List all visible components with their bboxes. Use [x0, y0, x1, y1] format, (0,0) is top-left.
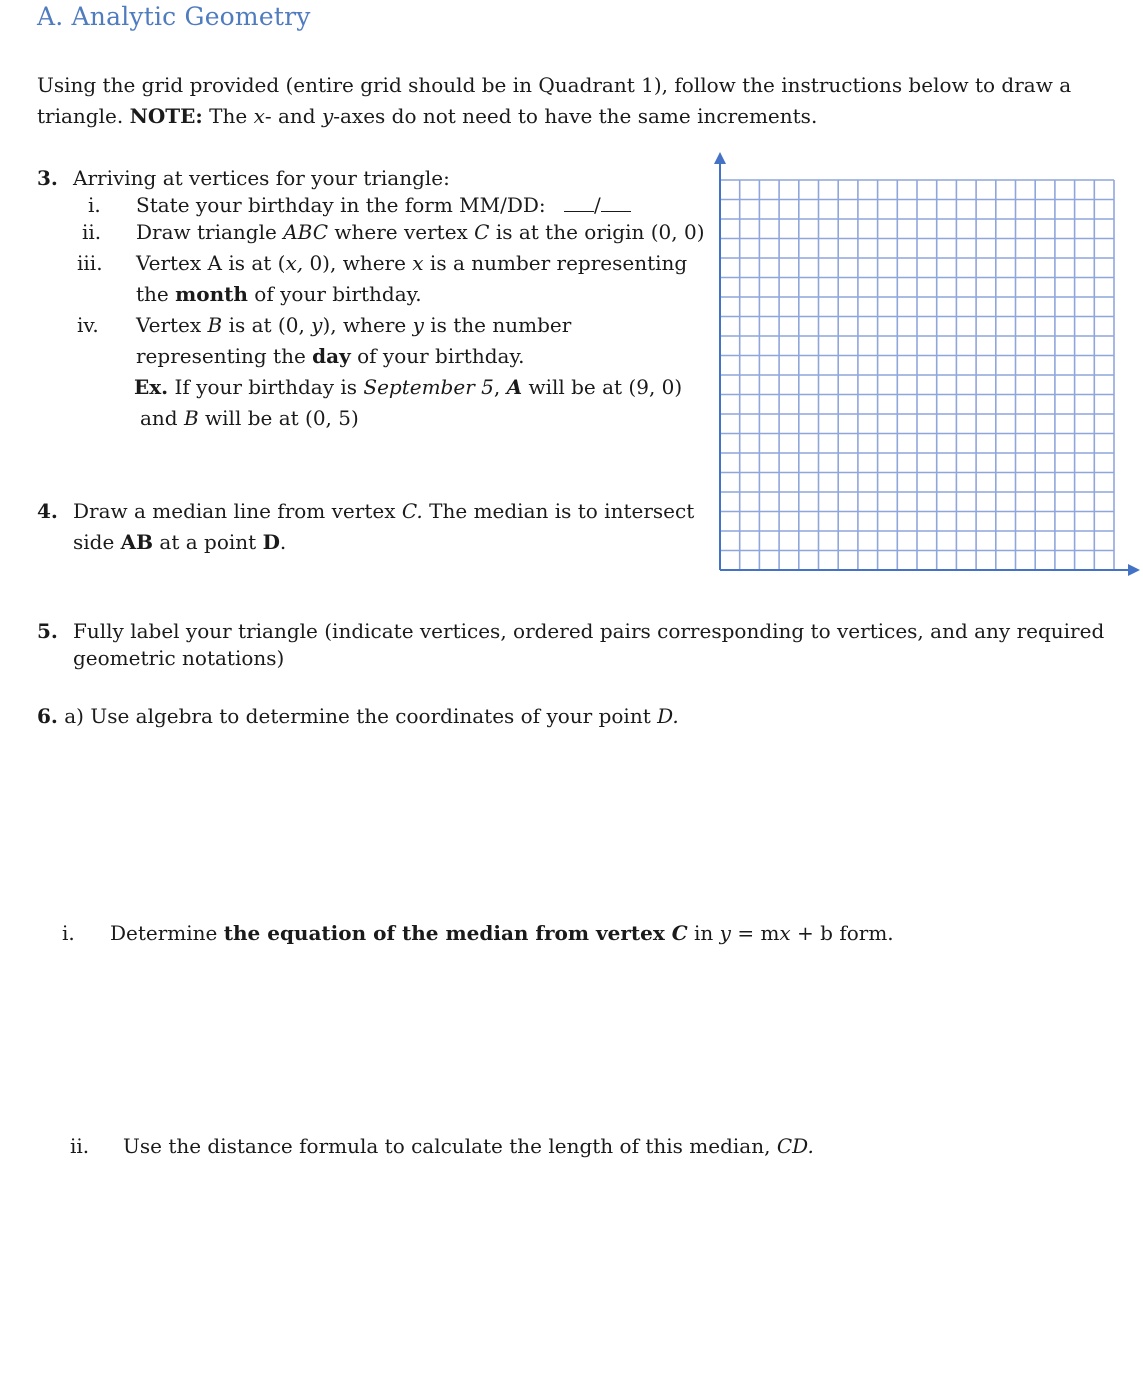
- q6-number: 6.: [37, 704, 58, 728]
- vertex-b: B: [207, 313, 223, 337]
- q6-a-text: a) Use algebra to determine the coordinates of your point: [57, 704, 658, 728]
- q3-iv-part: Vertex: [136, 313, 208, 337]
- vertex-c: C: [474, 220, 490, 244]
- example-part: ,: [493, 375, 507, 399]
- q3-iii-part: the: [136, 282, 176, 306]
- q3-iv-part: is the number: [423, 313, 572, 337]
- q3-number: 3.: [37, 166, 58, 190]
- q3-iv-part: of your birthday.: [350, 344, 525, 368]
- q5-number: 5.: [37, 619, 58, 643]
- x-variable: x,: [285, 251, 304, 275]
- example-part: will be at (0, 5): [198, 406, 359, 430]
- q3-ii-part: is at the origin (0, 0): [489, 220, 705, 244]
- median-cd: CD.: [776, 1134, 814, 1158]
- q6-i-part: in: [687, 921, 720, 945]
- q6-i-part: Determine: [110, 921, 224, 945]
- vertex-c: C.: [401, 499, 423, 523]
- q4-line-2: [73, 527, 286, 558]
- q6-ii-part: Use the distance formula to calculate the length of this median,: [123, 1134, 777, 1158]
- q3-iv-part: ), where: [322, 313, 413, 337]
- q3-title: Arriving at vertices for your triangle:: [73, 166, 450, 190]
- vertex-b: B: [183, 406, 199, 430]
- example-part: and: [140, 406, 184, 430]
- q6-i-text: [110, 918, 894, 949]
- note-label: NOTE:: [129, 104, 203, 128]
- q4-line-1: [37, 496, 694, 527]
- q3-ii-number: ii.: [82, 220, 102, 244]
- q3-example-2: [140, 403, 359, 434]
- q3-iv-part: is at (0,: [222, 313, 312, 337]
- grid-lines: [720, 180, 1114, 570]
- q6-ii-number: ii.: [70, 1134, 90, 1158]
- coordinate-grid[interactable]: [710, 150, 1140, 580]
- q6-a-line: [37, 701, 679, 732]
- intro-text: triangle.: [37, 104, 130, 128]
- q4-number: 4.: [37, 499, 58, 523]
- month-blank[interactable]: [564, 193, 594, 212]
- q3-i-label: State your birthday in the form MM/DD:: [136, 193, 546, 217]
- q3-iii-part: of your birthday.: [247, 282, 422, 306]
- q3-iv-text-2: [136, 341, 524, 372]
- intro-text: -axes do not need to have the same increments.: [333, 104, 818, 128]
- q3-iv-part: representing the: [136, 344, 313, 368]
- intro-text: The: [202, 104, 254, 128]
- example-part: will be at (9, 0): [522, 375, 683, 399]
- q3-iii-part: is a number representing: [423, 251, 688, 275]
- x-variable: x: [412, 251, 424, 275]
- point-d: D: [262, 530, 280, 554]
- q3-iii-part: 0), where: [303, 251, 413, 275]
- q3-ii-text: [136, 217, 705, 248]
- q3-iii-text-2: [136, 279, 422, 310]
- q6-i-part: = m: [730, 921, 780, 945]
- q4-part: Draw a median line from vertex: [73, 499, 402, 523]
- triangle-abc: ABC: [283, 220, 329, 244]
- side-ab: AB: [120, 530, 154, 554]
- intro-text: - and: [264, 104, 322, 128]
- day-keyword: day: [312, 344, 351, 368]
- q5-text: Fully label your triangle (indicate vertices, ordered pairs corresponding to vertices, and any required: [73, 619, 1105, 643]
- q4-part: .: [279, 530, 287, 554]
- q3-ii-part: Draw triangle: [136, 220, 284, 244]
- vertex-a: A: [506, 375, 523, 399]
- q3-iv-number: iv.: [77, 313, 99, 337]
- y-variable: y: [412, 313, 424, 337]
- y-axis-arrow-icon: [714, 152, 726, 164]
- x-variable: x: [779, 921, 791, 945]
- q3-iv-text: [136, 310, 571, 341]
- q3-iii-text: [136, 248, 687, 279]
- intro-line-2: [37, 101, 817, 132]
- point-d: D.: [657, 704, 679, 728]
- median-equation-bold: the equation of the median from vertex: [223, 921, 672, 945]
- x-variable: x: [253, 104, 265, 128]
- y-variable: y: [321, 104, 334, 128]
- y-variable: y: [311, 313, 323, 337]
- x-axis-arrow-icon: [1128, 564, 1140, 576]
- intro-line-1: Using the grid provided (entire grid should be in Quadrant 1), follow the instructions below to draw a: [37, 73, 1072, 97]
- day-blank[interactable]: [601, 193, 631, 212]
- vertex-c: C: [671, 921, 688, 945]
- example-date: September 5: [363, 375, 494, 399]
- q3-example: [134, 372, 682, 403]
- q5-line-2: geometric notations): [73, 646, 285, 670]
- q3-iii-number: iii.: [77, 251, 103, 275]
- q3-iii-part: Vertex A is at (: [136, 251, 286, 275]
- q4-part: The median is to intersect: [422, 499, 695, 523]
- q3-i-number: i.: [88, 193, 101, 217]
- example-label: Ex.: [134, 375, 169, 399]
- example-part: If your birthday is: [168, 375, 364, 399]
- y-variable: y: [719, 921, 731, 945]
- q6-i-number: i.: [62, 921, 75, 945]
- month-keyword: month: [175, 282, 248, 306]
- q6-ii-text: [123, 1131, 814, 1162]
- q4-part: at a point: [153, 530, 263, 554]
- q3-ii-part: where vertex: [328, 220, 475, 244]
- section-heading: A. Analytic Geometry: [37, 2, 311, 31]
- date-slash: /: [594, 193, 601, 217]
- q6-i-part: + b form.: [790, 921, 894, 945]
- q4-part: side: [73, 530, 121, 554]
